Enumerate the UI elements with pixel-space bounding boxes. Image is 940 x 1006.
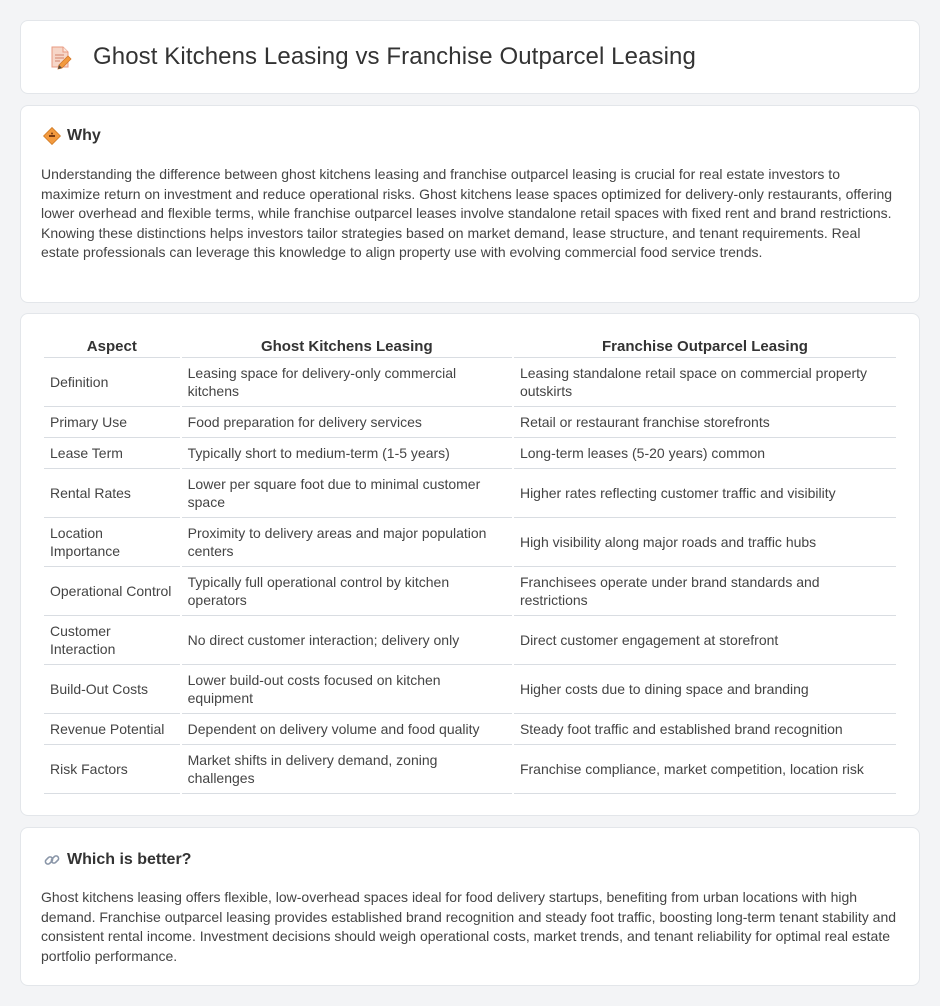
row-aspect: Location Importance bbox=[44, 518, 180, 567]
better-text: Ghost kitchens leasing offers flexible, low-overhead spaces ideal for food delivery startups, benefiting from urban locations with high demand. Franchise outparcel leasing provides established brand recognition and steady foot traffic, boosting long-term tenant stability and consistent rental income. Investment decisions should weigh operational costs, market trends, and tenant reliability for optimal real estate portfolio performance. bbox=[41, 889, 897, 964]
why-heading-label: Why bbox=[67, 127, 101, 144]
diamond-sign-icon bbox=[43, 127, 61, 145]
row-franchise: Franchise compliance, market competition, location risk bbox=[514, 745, 896, 794]
row-franchise: Franchisees operate under brand standards and restrictions bbox=[514, 567, 896, 616]
row-franchise: Long-term leases (5-20 years) common bbox=[514, 438, 896, 469]
row-franchise: Direct customer engagement at storefront bbox=[514, 616, 896, 665]
row-franchise: Leasing standalone retail space on commercial property outskirts bbox=[514, 358, 896, 407]
title-card bbox=[20, 20, 920, 94]
link-icon bbox=[43, 851, 61, 869]
row-aspect: Rental Rates bbox=[44, 469, 180, 518]
better-heading-label: Which is better? bbox=[67, 851, 192, 868]
document-pencil-icon bbox=[47, 44, 73, 70]
table-header-row bbox=[44, 334, 896, 358]
row-ghost: Lower build-out costs focused on kitchen equipment bbox=[182, 665, 512, 714]
table-row bbox=[44, 438, 896, 469]
row-ghost: Dependent on delivery volume and food quality bbox=[182, 714, 512, 745]
row-aspect: Risk Factors bbox=[44, 745, 180, 794]
table-row bbox=[44, 567, 896, 616]
table-row bbox=[44, 665, 896, 714]
table-row bbox=[44, 358, 896, 407]
row-aspect: Revenue Potential bbox=[44, 714, 180, 745]
table-row bbox=[44, 714, 896, 745]
comparison-table-card bbox=[20, 313, 920, 816]
table-row bbox=[44, 407, 896, 438]
row-aspect: Build-Out Costs bbox=[44, 665, 180, 714]
row-ghost: No direct customer interaction; delivery only bbox=[182, 616, 512, 665]
row-aspect: Primary Use bbox=[44, 407, 180, 438]
header-franchise-outparcel: Franchise Outparcel Leasing bbox=[514, 334, 896, 358]
table-row bbox=[44, 616, 896, 665]
table-row bbox=[44, 469, 896, 518]
page-title: Ghost Kitchens Leasing vs Franchise Outparcel Leasing bbox=[93, 43, 696, 70]
row-aspect: Lease Term bbox=[44, 438, 180, 469]
row-ghost: Typically short to medium-term (1-5 years) bbox=[182, 438, 512, 469]
header-ghost-kitchens: Ghost Kitchens Leasing bbox=[182, 334, 512, 358]
table-row bbox=[44, 518, 896, 567]
row-ghost: Proximity to delivery areas and major population centers bbox=[182, 518, 512, 567]
row-ghost: Lower per square foot due to minimal customer space bbox=[182, 469, 512, 518]
why-heading bbox=[43, 127, 101, 145]
row-franchise: Higher rates reflecting customer traffic and visibility bbox=[514, 469, 896, 518]
row-ghost: Food preparation for delivery services bbox=[182, 407, 512, 438]
row-ghost: Typically full operational control by kitchen operators bbox=[182, 567, 512, 616]
row-aspect: Operational Control bbox=[44, 567, 180, 616]
row-franchise: Higher costs due to dining space and branding bbox=[514, 665, 896, 714]
why-text: Understanding the difference between ghost kitchens leasing and franchise outparcel leasing is crucial for real estate investors to maximize return on investment and reduce operational risks. Ghost kitchens lease spaces optimized for delivery-only restaurants, offering lower overhead and flexible terms, while franchise outparcel leases involve standalone retail spaces with fixed rent and brand restrictions. Knowing these distinctions helps investors tailor strategies based on market demand, lease structure, and tenant requirements. Real estate professionals can leverage this knowledge to align property use with evolving commercial food service trends. bbox=[41, 166, 893, 260]
comparison-table bbox=[42, 334, 898, 794]
which-is-better-section bbox=[20, 827, 920, 986]
row-ghost: Market shifts in delivery demand, zoning challenges bbox=[182, 745, 512, 794]
why-section bbox=[20, 105, 920, 303]
row-franchise: Retail or restaurant franchise storefronts bbox=[514, 407, 896, 438]
row-franchise: Steady foot traffic and established brand recognition bbox=[514, 714, 896, 745]
better-heading bbox=[43, 851, 191, 869]
row-aspect: Definition bbox=[44, 358, 180, 407]
header-aspect: Aspect bbox=[44, 334, 180, 358]
table-row bbox=[44, 745, 896, 794]
row-franchise: High visibility along major roads and traffic hubs bbox=[514, 518, 896, 567]
row-ghost: Leasing space for delivery-only commercial kitchens bbox=[182, 358, 512, 407]
row-aspect: Customer Interaction bbox=[44, 616, 180, 665]
